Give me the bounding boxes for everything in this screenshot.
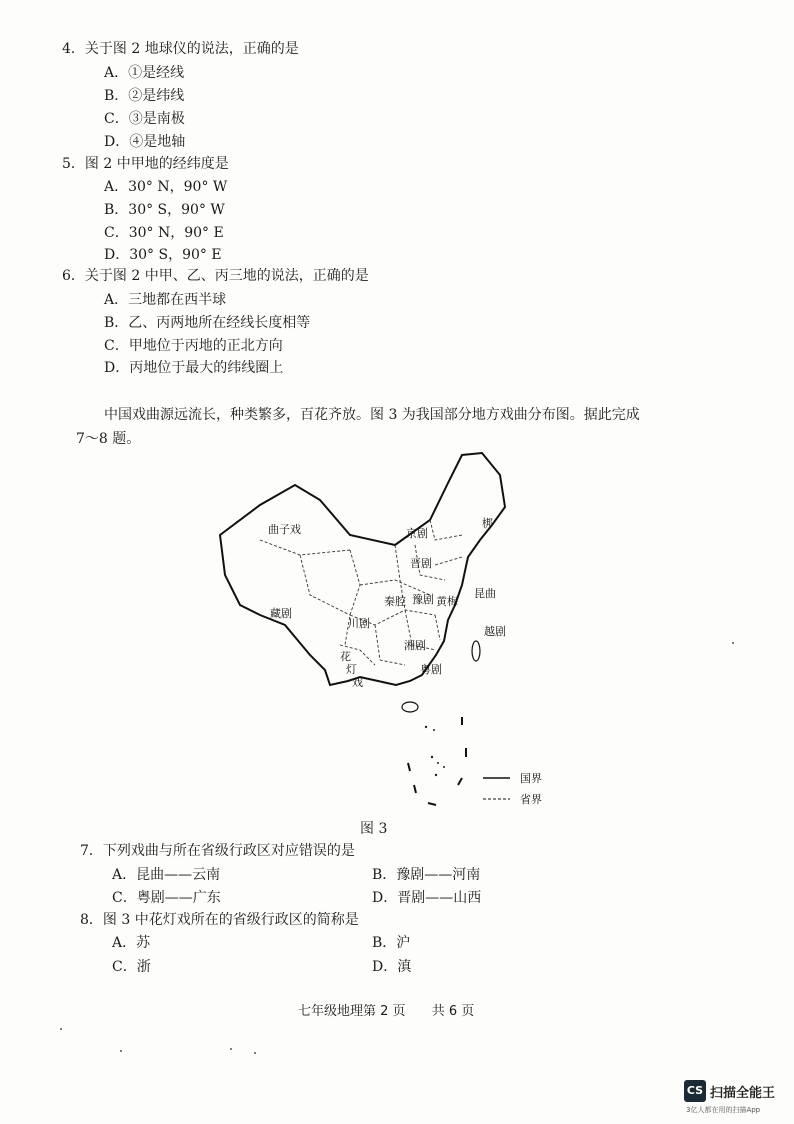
label-huadeng-3: 戏 xyxy=(352,676,363,689)
camscanner-logo-icon: CS xyxy=(684,1080,706,1102)
legend-provincial-label: 省界 xyxy=(520,793,542,806)
china-opera-map xyxy=(200,445,620,815)
label-huangmei: 黄梅 xyxy=(436,595,458,608)
question-5-option-d: D．30° S，90° E xyxy=(104,247,222,263)
label-qinqiang: 秦腔 xyxy=(384,595,406,608)
watermark-name: 扫描全能王 xyxy=(710,1086,776,1101)
question-5-option-b: B．30° S，90° W xyxy=(104,202,225,218)
question-8-option-c: C．浙 xyxy=(112,959,151,975)
label-jinju: 晋剧 xyxy=(410,557,432,570)
question-8-option-d: D．滇 xyxy=(372,959,412,975)
scan-speck xyxy=(60,1028,62,1030)
scan-speck xyxy=(230,1048,232,1050)
question-7-option-c: C．粤剧——广东 xyxy=(112,890,221,906)
question-4-stem: 4．关于图 2 地球仪的说法，正确的是 xyxy=(62,41,299,57)
intro-paragraph-line-1: 中国戏曲源远流长，种类繁多，百花齐放。图 3 为我国部分地方戏曲分布图。据此完成 xyxy=(104,407,640,423)
scan-speck xyxy=(120,1050,122,1052)
label-yueju-zhe: 越剧 xyxy=(484,625,506,638)
question-8-option-a: A．苏 xyxy=(112,935,151,951)
question-7-stem: 7．下列戏曲与所在省级行政区对应错误的是 xyxy=(80,843,355,859)
scan-speck xyxy=(732,642,734,644)
south-sea-islands xyxy=(425,726,445,776)
question-6-option-b: B．乙、丙两地所在经线长度相等 xyxy=(104,315,311,331)
label-chuanju: 川剧 xyxy=(348,617,370,630)
question-4-option-a: A．①是经线 xyxy=(104,65,185,81)
legend-national-label: 国界 xyxy=(520,772,542,785)
question-7-option-b: B．豫剧——河南 xyxy=(372,867,481,883)
question-6-stem: 6．关于图 2 中甲、乙、丙三地的说法，正确的是 xyxy=(62,268,369,284)
page-footer xyxy=(298,1000,496,1019)
question-4-option-d: D．④是地轴 xyxy=(104,134,186,150)
question-7-option-d: D．晋剧——山西 xyxy=(372,890,482,906)
label-huadeng-1: 花 xyxy=(340,650,351,663)
camscanner-watermark xyxy=(684,1080,788,1116)
question-5-option-c: C．30° N，90° E xyxy=(104,225,224,241)
figure-caption: 图 3 xyxy=(360,821,388,837)
hainan-island xyxy=(402,702,418,712)
question-5-option-a: A．30° N，90° W xyxy=(104,179,228,195)
label-jingju: 京剧 xyxy=(406,527,428,540)
intro-paragraph-line-2: 7～8 题。 xyxy=(76,431,141,447)
label-yuju: 豫剧 xyxy=(412,593,434,606)
question-4-option-b: B．②是纬线 xyxy=(104,88,185,104)
footer-page-number: 七年级地理第 2 页 xyxy=(298,1004,406,1019)
question-7-option-a: A．昆曲——云南 xyxy=(112,867,221,883)
label-pingju: 梆 xyxy=(482,517,493,530)
taiwan-island xyxy=(472,641,480,661)
label-quzixi: 曲子戏 xyxy=(268,523,301,536)
south-sea-dashes xyxy=(408,717,466,805)
question-8-stem: 8．图 3 中花灯戏所在的省级行政区的简称是 xyxy=(80,912,359,928)
question-6-option-c: C．甲地位于丙地的正北方向 xyxy=(104,338,283,354)
question-6-option-a: A．三地都在西半球 xyxy=(104,292,227,308)
question-4-option-c: C．③是南极 xyxy=(104,111,185,127)
label-xiangju: 湘剧 xyxy=(404,639,426,652)
national-border xyxy=(220,453,505,685)
question-5-stem: 5．图 2 中甲地的经纬度是 xyxy=(62,156,229,172)
footer-total-pages: 共 6 页 xyxy=(431,1004,475,1019)
watermark-subtitle: 3亿人都在用的扫描App xyxy=(686,1106,761,1114)
question-6-option-d: D．丙地位于最大的纬线圈上 xyxy=(104,360,284,376)
scan-speck xyxy=(254,1052,256,1054)
label-zangju: 藏剧 xyxy=(270,607,292,620)
question-8-option-b: B．沪 xyxy=(372,935,411,951)
label-yueju-yue: 粤剧 xyxy=(420,663,442,676)
label-huadeng-2: 灯 xyxy=(346,663,357,676)
label-kunqu: 昆曲 xyxy=(474,587,496,600)
